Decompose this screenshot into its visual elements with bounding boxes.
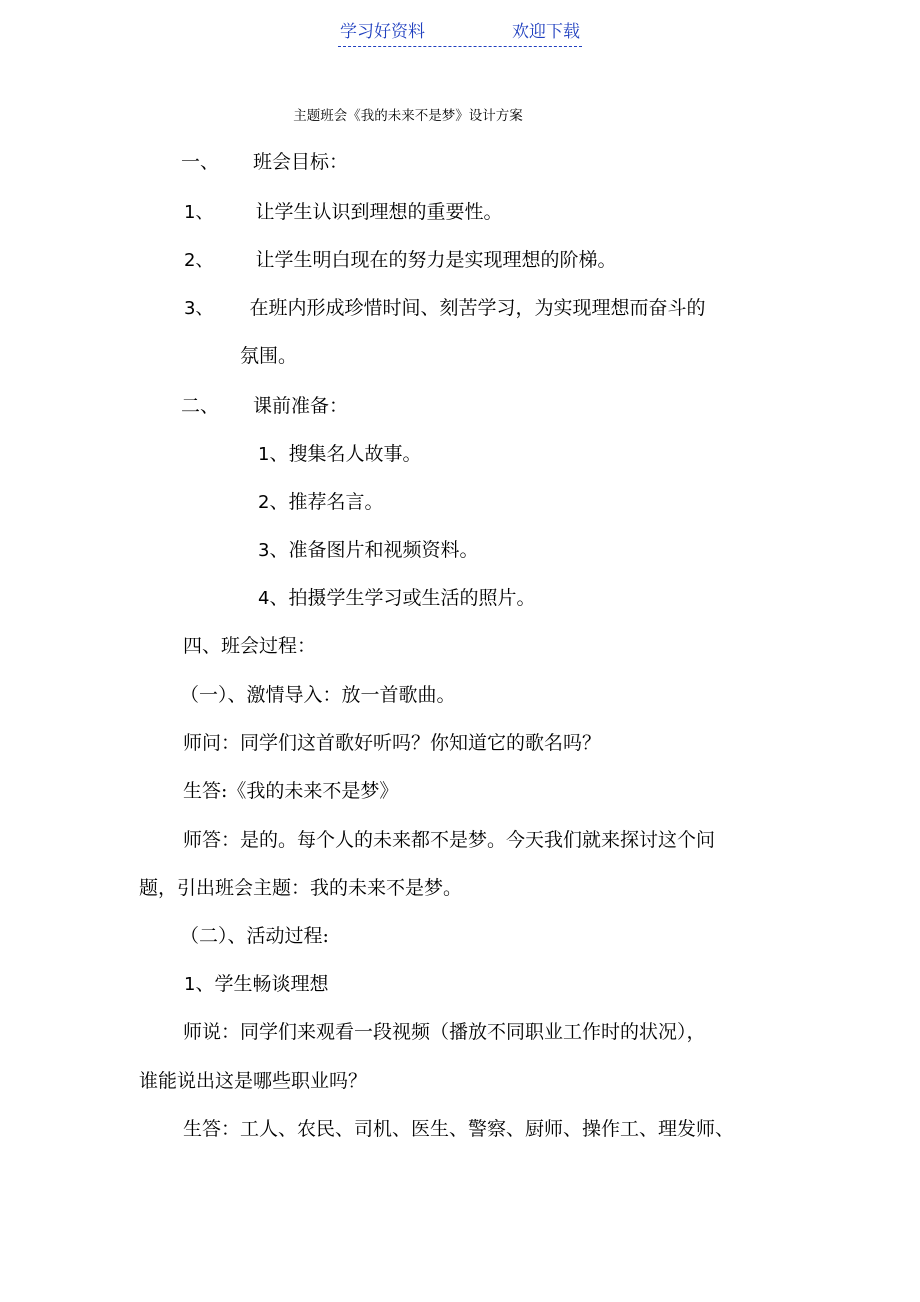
teacher-answer: 师答：是的。每个人的未来都不是梦。今天我们就来探讨这个问 (183, 829, 716, 851)
item-text: 、准备图片和视频资料。 (269, 539, 479, 561)
header-left-text: 学习好资料 (340, 22, 425, 42)
header-right-text: 欢迎下载 (512, 22, 580, 42)
goal-item-3 (184, 294, 705, 323)
item-text: 让学生明白现在的努力是实现理想的阶梯。 (255, 249, 617, 271)
item-text: 让学生认识到理想的重要性。 (255, 201, 503, 223)
step-heading-2: （二）、活动过程: (180, 925, 329, 947)
item-number: 3 (258, 540, 270, 561)
item-text: 、学生畅谈理想 (195, 973, 329, 995)
item-number: 2 (258, 492, 270, 513)
teacher-says-continuation: 谁能说出这是哪些职业吗？ (139, 1070, 368, 1092)
prep-item-4 (258, 584, 535, 613)
teacher-says: 师说：同学们来观看一段视频（播放不同职业工作时的状况）， (183, 1021, 706, 1043)
prep-item-2 (258, 488, 383, 517)
student-answer-1: 生答:《我的未来不是梦》 (183, 780, 399, 802)
teacher-answer-continuation: 题，引出班会主题：我的未来不是梦。 (139, 877, 463, 899)
document-title: 主题班会《我的未来不是梦》设计方案 (293, 108, 523, 124)
section-heading-goals (181, 148, 348, 176)
item-number: 1、 (184, 202, 214, 223)
item-number: 1 (258, 444, 270, 465)
section-label: 班会目标： (253, 151, 349, 173)
teacher-question: 师问：同学们这首歌好听吗？你知道它的歌名吗？ (183, 732, 602, 754)
step-heading-1: （一）、激情导入：放一首歌曲。 (180, 684, 456, 706)
page-header (338, 20, 582, 47)
section-heading-process: 四、班会过程： (183, 635, 317, 657)
item-number: 2、 (184, 250, 214, 271)
goal-item-1 (184, 198, 502, 227)
section-label: 课前准备： (253, 395, 349, 417)
section-number: 二、 (181, 395, 220, 417)
section-number: 一、 (181, 151, 220, 173)
prep-item-3 (258, 536, 478, 565)
item-text: 在班内形成珍惜时间、刻苦学习，为实现理想而奋斗的 (249, 297, 706, 319)
section-heading-preparation (181, 392, 348, 420)
prep-item-1 (258, 440, 421, 469)
item-number: 3、 (184, 298, 214, 319)
student-answer-2: 生答：工人、农民、司机、医生、警察、厨师、操作工、理发师、 (183, 1118, 735, 1140)
item-text: 、搜集名人故事。 (269, 443, 422, 465)
item-number: 1 (184, 974, 196, 995)
item-number: 4 (258, 588, 270, 609)
item-text: 、拍摄学生学习或生活的照片。 (269, 587, 536, 609)
goal-item-2 (184, 246, 616, 275)
activity-item-1 (184, 970, 328, 999)
goal-item-3-continuation: 氛围。 (240, 345, 298, 367)
item-text: 、推荐名言。 (269, 491, 384, 513)
